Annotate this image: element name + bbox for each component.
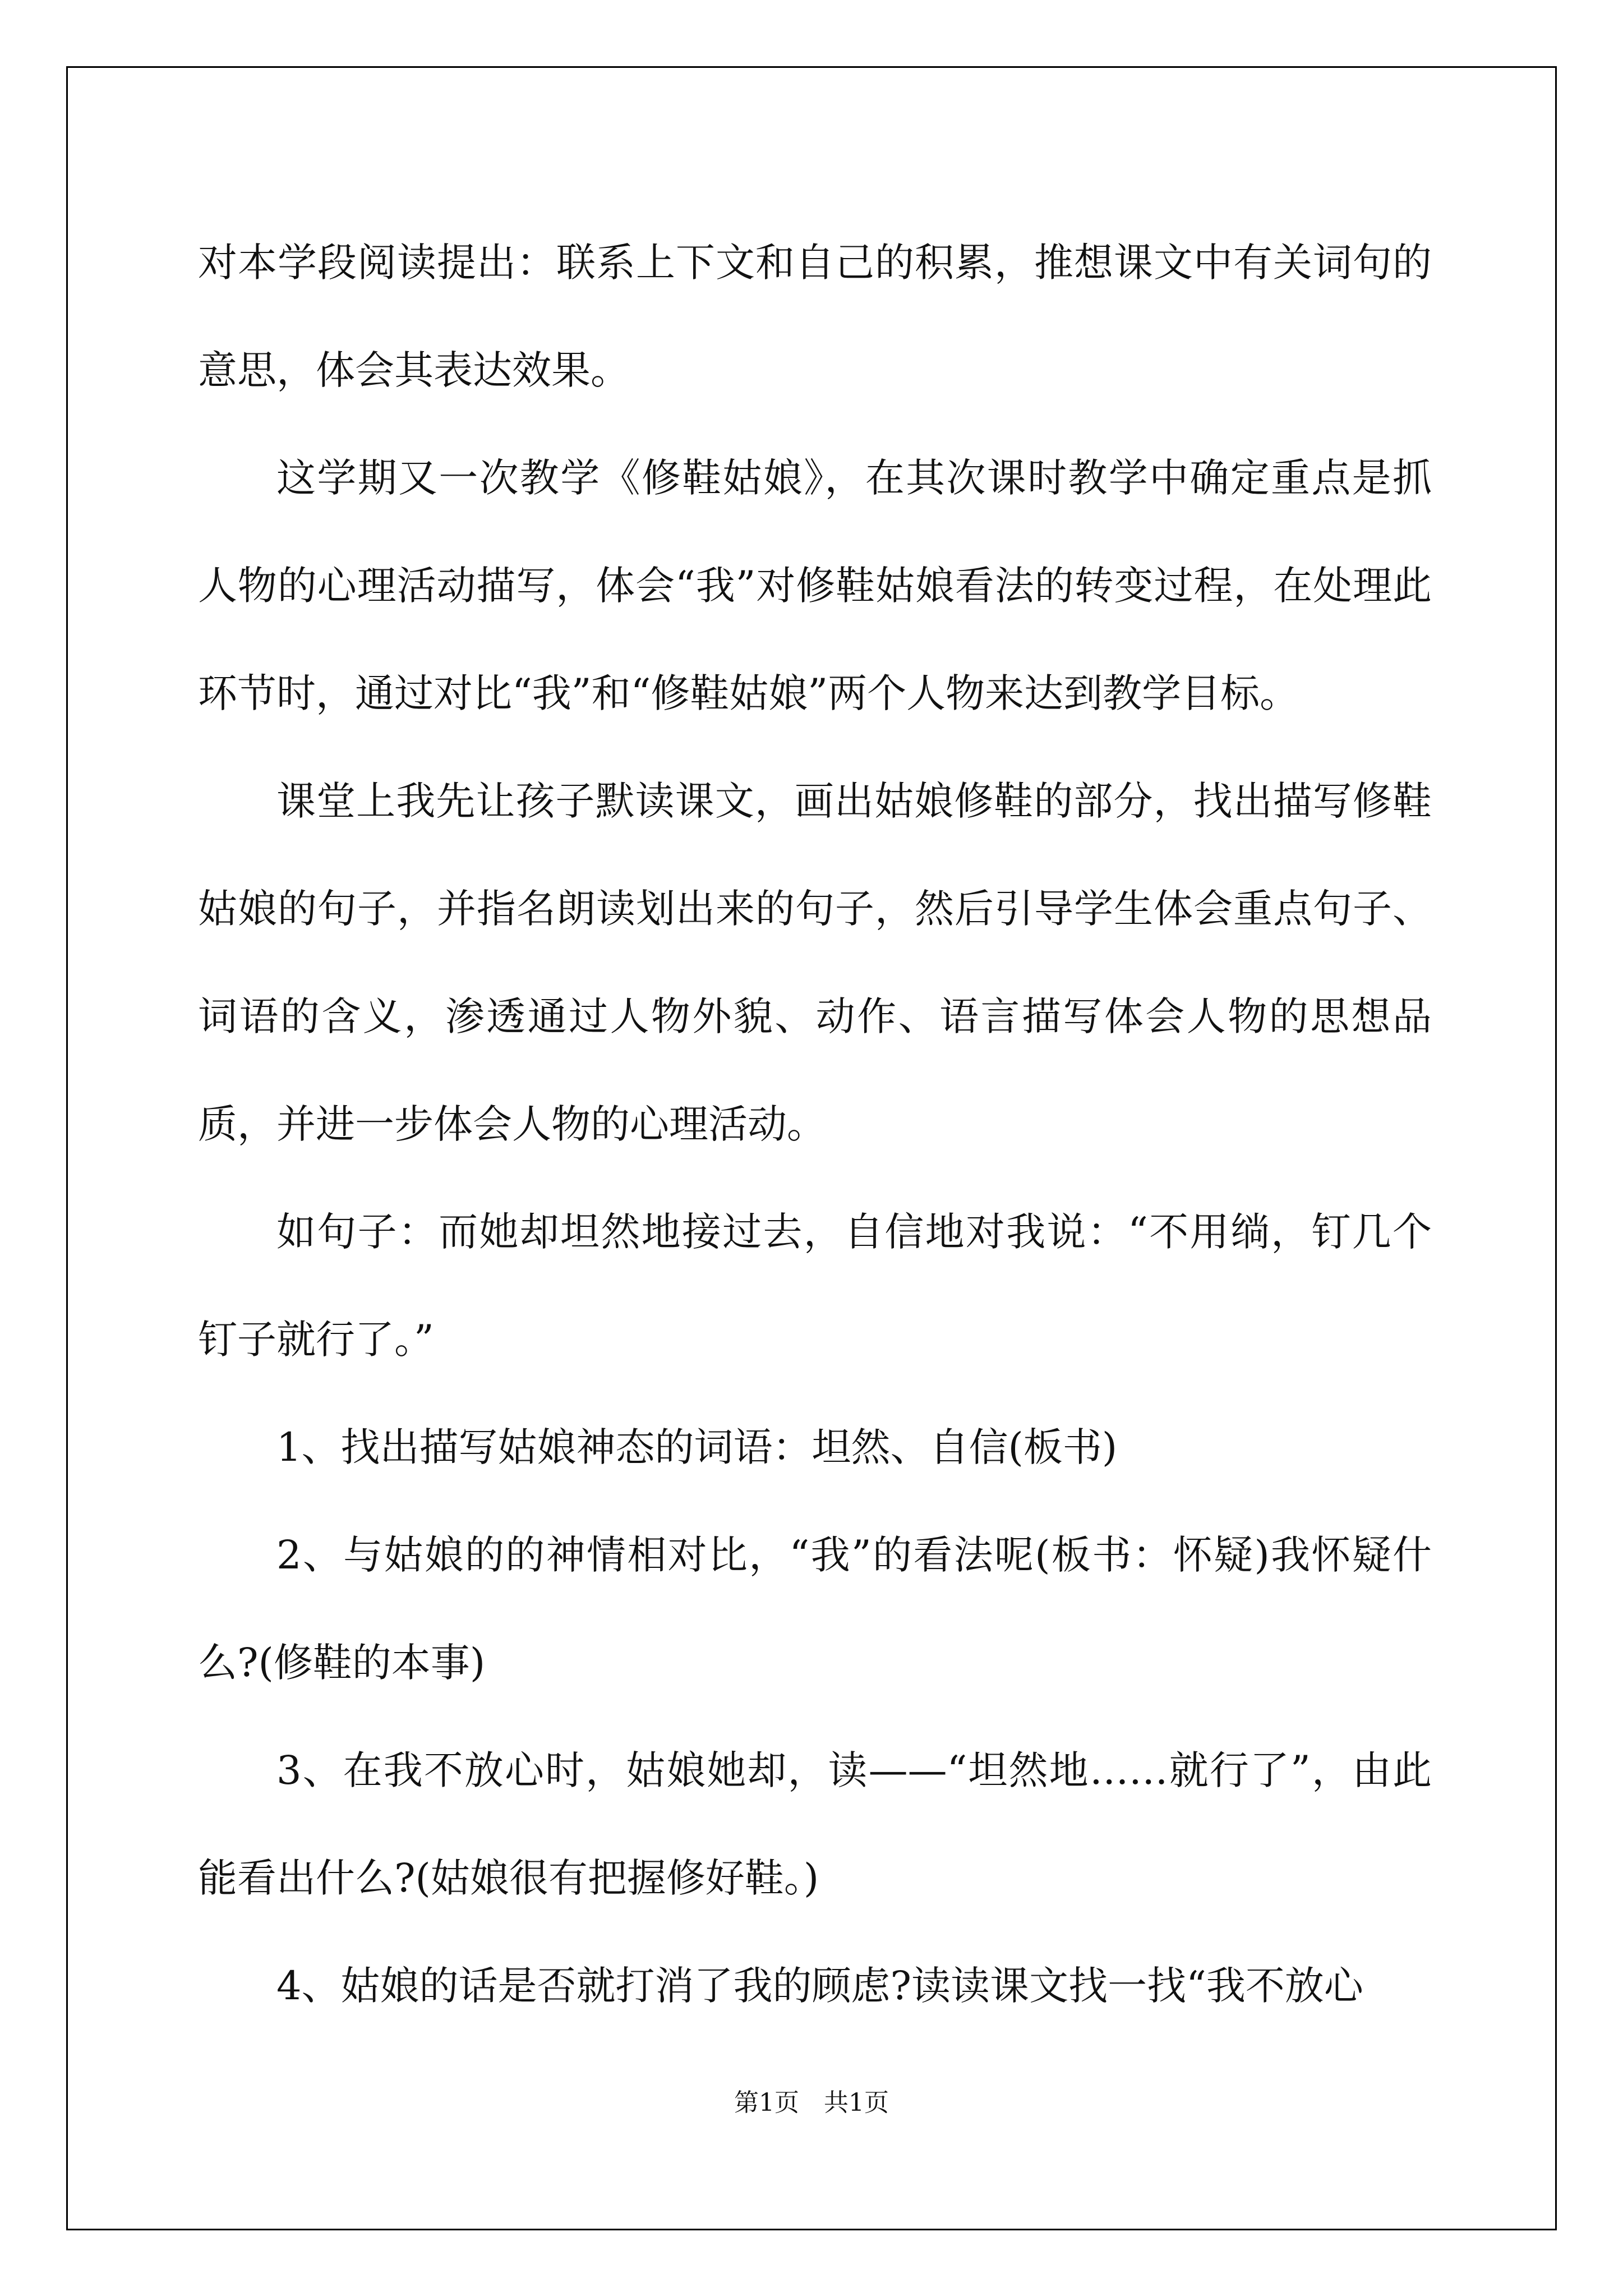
list-item-4: 4、姑娘的话是否就打消了我的顾虑?读读课文找一找“我不放心	[276, 1963, 1363, 2009]
paragraph-4: 如句子：而她却坦然地接过去，自信地对我说：“不用绱，钉几个钉子就行了。”	[198, 1209, 1432, 1363]
document-body	[198, 209, 1432, 2040]
paragraph-2: 这学期又一次教学《修鞋姑娘》，在其次课时教学中确定重点是抓人物的心理活动描写，体会“我”对修鞋姑娘看法的转变过程，在处理此环节时，通过对比“我”和“修鞋姑娘”两个人物来达到教学目标。	[198, 455, 1432, 716]
paragraph-3: 课堂上我先让孩子默读课文，画出姑娘修鞋的部分，找出描写修鞋姑娘的句子，并指名朗读划出来的句子，然后引导学生体会重点句子、词语的含义，渗透通过人物外貌、动作、语言描写体会人物的思想品质，并进一步体会人物的心理活动。	[198, 778, 1432, 1147]
list-item-3: 3、在我不放心时，姑娘她却，读——“坦然地……就行了”，由此能看出什么?(姑娘很有把握修好鞋。)	[198, 1747, 1432, 1901]
paragraph-1: 对本学段阅读提出：联系上下文和自己的积累，推想课文中有关词句的意思，体会其表达效果。	[198, 240, 1432, 393]
list-item-2: 2、与姑娘的的神情相对比，“我”的看法呢(板书：怀疑)我怀疑什么?(修鞋的本事)	[198, 1532, 1432, 1686]
page-footer: 第1页 共1页	[734, 2088, 889, 2117]
list-item-1: 1、找出描写姑娘神态的词语：坦然、自信(板书)	[276, 1424, 1118, 1470]
